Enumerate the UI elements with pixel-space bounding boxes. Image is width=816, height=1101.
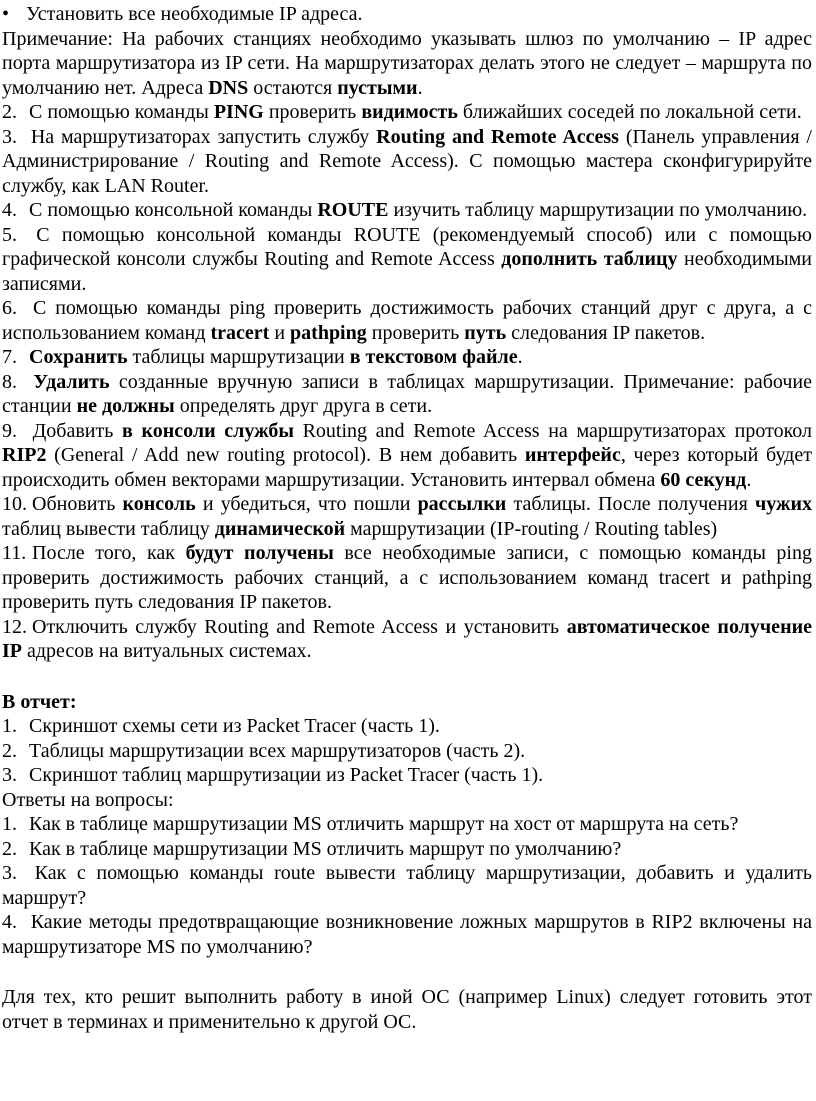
step-bold-text: путь bbox=[464, 321, 507, 344]
step-text: таблицы. После получения bbox=[506, 493, 755, 515]
step-text: . bbox=[517, 346, 523, 368]
step-bold-text: Удалить bbox=[33, 370, 110, 393]
list-item bbox=[2, 837, 812, 862]
step-text: и убедиться, что пошли bbox=[195, 493, 418, 515]
step-text: созданные вручную записи в таблицах маршрутизации. Примечание: рабочие станции bbox=[2, 370, 813, 417]
step-item bbox=[2, 370, 812, 419]
list-item bbox=[2, 763, 812, 788]
step-number: 11. bbox=[2, 542, 27, 564]
step-text: С помощью команды ping проверить достижимость рабочих станций друг с друга, а с использованием команд bbox=[2, 297, 812, 344]
step-number: 6. bbox=[2, 297, 17, 319]
note-text: . bbox=[417, 76, 423, 99]
step-text: Добавить bbox=[32, 419, 123, 442]
step-number: 5. bbox=[2, 223, 17, 246]
step-text: изучить таблицу маршрутизации по умолчанию. bbox=[388, 199, 808, 221]
item-text: Как с помощью команды route вывести таблицу маршрутизации, добавить и удалить маршрут? bbox=[2, 862, 813, 909]
item-number: 3. bbox=[2, 862, 17, 884]
item-number: 2. bbox=[2, 837, 17, 860]
item-text: Скриншот таблиц маршрутизации из Packet Tracer (часть 1). bbox=[29, 764, 544, 786]
step-item bbox=[2, 198, 812, 223]
step-item bbox=[2, 296, 812, 345]
step-number: 10. bbox=[2, 493, 27, 515]
item-number: 1. bbox=[2, 715, 17, 737]
step-bold-text: PING bbox=[213, 101, 264, 123]
intro-item-text: Установить все необходимые IP адреса. bbox=[26, 3, 363, 25]
spacer bbox=[2, 959, 812, 985]
note-bold-empty: пустыми bbox=[337, 76, 418, 99]
step-item bbox=[2, 345, 812, 370]
report-heading-text: В отчет: bbox=[2, 690, 77, 713]
list-item bbox=[2, 812, 812, 837]
step-text: таблицы маршрутизации bbox=[127, 346, 350, 368]
step-text: , через который будет происходить обмен векторами маршрутизации. Установить интервал обмена bbox=[2, 444, 812, 491]
step-bold-text: в текстовом файле bbox=[349, 346, 518, 368]
step-bold-text: tracert bbox=[210, 321, 270, 344]
step-bold-text: не должны bbox=[76, 395, 175, 417]
step-item bbox=[2, 492, 812, 541]
step-text: адресов на витуальных системах. bbox=[22, 640, 312, 662]
step-bold-text: интерфейс bbox=[524, 444, 621, 466]
step-text: После того, как bbox=[32, 542, 186, 564]
step-number: 2. bbox=[2, 101, 17, 123]
item-text: Как в таблице маршрутизации MS отличить маршрут по умолчанию? bbox=[29, 837, 622, 860]
step-text: С помощью команды bbox=[29, 101, 214, 123]
step-number: 9. bbox=[2, 419, 17, 442]
step-text: Routing and Remote Access на маршрутизаторах протокол bbox=[293, 419, 813, 442]
step-number: 4. bbox=[2, 199, 17, 221]
report-heading bbox=[2, 690, 812, 715]
step-text: На маршрутизаторах запустить службу bbox=[30, 125, 377, 148]
step-bold-text: динамической bbox=[214, 517, 346, 540]
intro-note bbox=[2, 27, 812, 101]
note-text: остаются bbox=[248, 76, 338, 99]
step-bold-text: 60 секунд bbox=[660, 468, 747, 491]
step-text: необходимыми записями. bbox=[2, 248, 812, 295]
step-text: (General / Add new routing protocol). В нем добавить bbox=[46, 444, 525, 466]
step-item bbox=[2, 125, 812, 199]
spacer bbox=[2, 664, 812, 690]
report-list bbox=[2, 714, 812, 788]
step-text: ближайших соседей по локальной сети. bbox=[457, 101, 802, 123]
step-text: . bbox=[746, 468, 752, 491]
item-number: 2. bbox=[2, 739, 17, 762]
note-text: Примечание: На рабочих станциях необходимо указывать шлюз по умолчанию – IP адрес порта маршрутизатора из IP сети. На маршрутизаторах делать этого не следует – маршрута по умолчанию нет. Адреса bbox=[2, 27, 812, 99]
step-bold-text: консоль bbox=[122, 493, 196, 515]
step-text: следования IP пакетов. bbox=[506, 321, 706, 344]
step-text: проверить bbox=[263, 101, 362, 123]
step-text: маршрутизации (IP-routing / Routing tables) bbox=[345, 517, 718, 540]
questions-heading: Ответы на вопросы: bbox=[2, 788, 174, 811]
step-bold-text: автоматическое получение IP bbox=[2, 615, 812, 662]
step-item bbox=[2, 223, 812, 297]
step-bold-text: будут получены bbox=[185, 542, 334, 564]
item-text: Как в таблице маршрутизации MS отличить маршрут на хост от маршрута на сеть? bbox=[29, 813, 739, 835]
item-text: Таблицы маршрутизации всех маршрутизаторов (часть 2). bbox=[29, 739, 526, 762]
step-text: С помощью консольной команды ROUTE (рекомендуемый способ) или с помощью графической консоли службы Routing and Remote Access bbox=[2, 223, 812, 270]
step-text: определять друг друга в сети. bbox=[174, 395, 433, 417]
step-number: 3. bbox=[2, 125, 17, 148]
step-bold-text: Сохранить bbox=[29, 346, 128, 368]
step-text: проверить bbox=[366, 321, 465, 344]
list-item bbox=[2, 910, 812, 959]
footer-note: Для тех, кто решит выполнить работу в иной ОС (например Linux) следует готовить этот отчет в терминах и применительно к другой ОС. bbox=[2, 986, 812, 1033]
step-item bbox=[2, 541, 812, 615]
step-text: Обновить bbox=[32, 493, 123, 515]
list-item bbox=[2, 861, 812, 910]
intro-bullet-item bbox=[2, 2, 812, 27]
step-bold-text: видимость bbox=[361, 101, 458, 123]
item-number: 1. bbox=[2, 813, 17, 835]
steps-list bbox=[2, 100, 812, 664]
questions-list bbox=[2, 812, 812, 959]
bullet-marker: • bbox=[2, 3, 10, 25]
step-bold-text: в консоли службы bbox=[122, 419, 294, 442]
step-bold-text: чужих bbox=[754, 493, 812, 515]
step-item bbox=[2, 615, 812, 664]
step-number: 12. bbox=[2, 615, 27, 638]
step-bold-text: RIP2 bbox=[2, 444, 47, 466]
step-number: 8. bbox=[2, 370, 17, 393]
note-bold-dns: DNS bbox=[208, 76, 249, 99]
list-item bbox=[2, 739, 812, 764]
list-item bbox=[2, 714, 812, 739]
step-bold-text: ROUTE bbox=[317, 199, 389, 221]
step-number: 7. bbox=[2, 346, 17, 368]
step-bold-text: pathping bbox=[290, 321, 367, 344]
step-text: таблиц вывести таблицу bbox=[2, 517, 215, 540]
item-number: 3. bbox=[2, 764, 17, 786]
step-bold-text: дополнить таблицу bbox=[501, 248, 678, 270]
step-text: все необходимые записи, с помощью команды ping проверить достижимость рабочих станций, а с использованием команд tracert и pathping проверить путь следования IP пакетов. bbox=[2, 542, 812, 613]
step-text: (Панель управления / Администрирование / Routing and Remote Access). С помощью мастера сконфигурируйте службу, как LAN Router. bbox=[2, 125, 812, 197]
step-text: и bbox=[269, 321, 291, 344]
item-text: Какие методы предотвращающие возникновение ложных маршрутов в RIP2 включены на маршрутизаторе MS по умолчанию? bbox=[2, 911, 813, 958]
step-item bbox=[2, 100, 812, 125]
step-bold-text: рассылки bbox=[417, 493, 507, 515]
step-item bbox=[2, 419, 812, 493]
step-bold-text: Routing and Remote Access bbox=[376, 125, 619, 148]
step-text: С помощью консольной команды bbox=[29, 199, 318, 221]
item-text: Скриншот схемы сети из Packet Tracer (часть 1). bbox=[29, 715, 440, 737]
item-number: 4. bbox=[2, 911, 17, 933]
step-text: Отключить службу Routing and Remote Access и установить bbox=[32, 615, 567, 638]
